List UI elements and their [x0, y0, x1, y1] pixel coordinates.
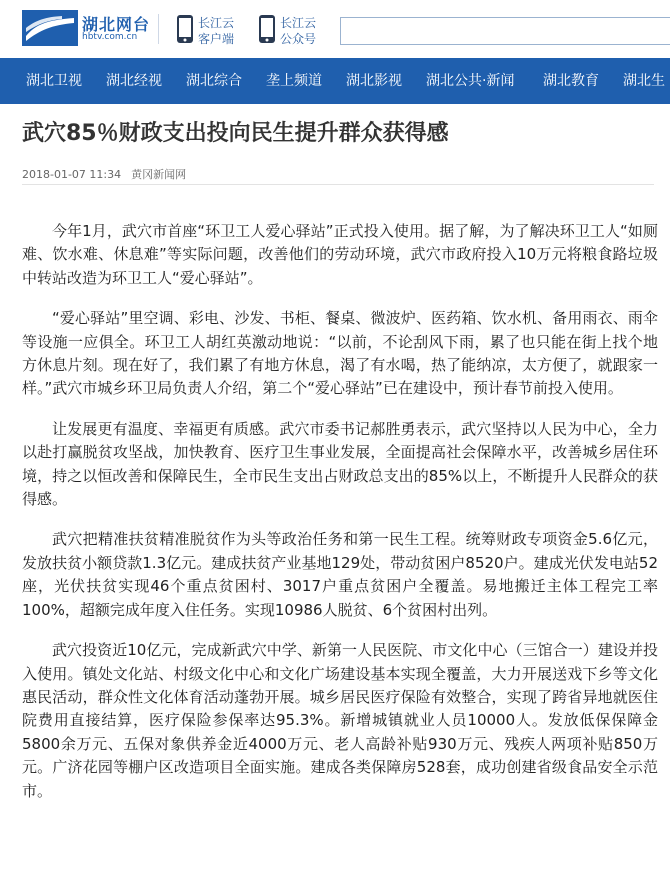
top-brand-bar [0, 0, 670, 58]
nav-item-longshang-channel[interactable]: 垄上频道 [266, 73, 322, 89]
article-paragraph: 武穴投资近10亿元，完成新武穴中学、新第一人民医院、市文化中心（三馆合一）建设并投入使用。镇处文化站、村级文化中心和文化广场建设基本实现全覆盖，大力开展送戏下乡等文化惠民活动，群众性文化体育活动蓬勃开展。城乡居民医疗保险有效整合，实现了跨省异地就医住院费用直接结算，医疗保险参保率达95.3%。新增城镇就业人员10000人。发放低保保障金5800余万元、五保对象供养金近4000万元、老人高龄补贴930万元、残疾人两项补贴850万元。广济花园等棚户区改造项目全面实施。建成各类保障房528套，成功创建省级食品安全示范市。 [22, 641, 658, 800]
title-divider [22, 184, 654, 185]
article-paragraph: 武穴把精准扶贫精准脱贫作为头等政治任务和第一民生工程。统筹财政专项资金5.6亿元，发放扶贫小额贷款1.3亿元。建成扶贫产业基地129处，带动贫困户8520户。建成光伏发电站52座，光伏扶贫实现46个重点贫困村、3017户重点贫困户全覆盖。易地搬迁主体工程完工率100%，超额完成年度入住任务。实现10986人脱贫、6个贫困村出列。 [22, 530, 658, 619]
article-paragraph: 让发展更有温度、幸福更有质感。武穴市委书记郝胜勇表示，武穴坚持以人民为中心，全力以赴打赢脱贫攻坚战，加快教育、医疗卫生事业发展，全面提高社会保障水平，改善城乡居住环境，持之以恒改善和保障民生，全市民生支出占财政总支出的85%以上，不断提升人民群众的获得感。 [22, 419, 658, 509]
site-logo[interactable] [22, 10, 152, 46]
header-divider [158, 14, 159, 44]
search-input[interactable] [340, 17, 670, 45]
app-client-line1: 长江云 [198, 16, 235, 30]
nav-item-hubei-satellite[interactable]: 湖北卫视 [26, 73, 82, 89]
nav-item-hubei-life[interactable]: 湖北生 [623, 73, 665, 89]
app-official-account-link[interactable] [258, 12, 338, 46]
app-client-line2: 客户端 [198, 32, 235, 46]
mobile-phone-icon [258, 14, 276, 44]
article-paragraph: “爱心驿站”里空调、彩电、沙发、书柜、餐桌、微波炉、医药箱、饮水机、备用雨衣、雨伞等设施一应俱全。环卫工人胡红英激动地说：“以前，不论刮风下雨，累了也只能在街上找个地方休息片刻。现在好了，我们累了有地方休息，渴了有水喝，热了能纳凉，太方便了，就跟家一样。”武穴市城乡环卫局负责人介绍，第二个“爱心驿站”已在建设中，预计春节前投入使用。 [22, 309, 658, 398]
nav-item-hubei-public-news[interactable]: 湖北公共·新闻 [426, 73, 515, 89]
logo-title: 湖北网台 [82, 15, 151, 34]
nav-item-hubei-education[interactable]: 湖北教育 [543, 73, 599, 89]
article-title: 武穴85％财政支出投向民生提升群众获得感 [22, 121, 449, 146]
app-official-line1: 长江云 [280, 16, 317, 30]
app-client-link[interactable] [176, 12, 256, 46]
article-meta [22, 166, 186, 182]
article-paragraph: 今年1月，武穴市首座“环卫工人爱心驿站”正式投入使用。据了解，为了解决环卫工人“如厕难、饮水难、休息难”等实际问题，改善他们的劳动环境，武穴市政府投入10万元将粮食路垃圾中转站改造为环卫工人“爱心驿站”。 [22, 222, 658, 287]
nav-item-hubei-economic[interactable]: 湖北经视 [106, 73, 162, 89]
article-date: 2018-01-07 11:34 [22, 168, 122, 181]
channel-nav [0, 58, 670, 104]
nav-item-hubei-film[interactable]: 湖北影视 [346, 73, 402, 89]
app-official-line2: 公众号 [280, 32, 317, 46]
mobile-phone-icon [176, 14, 194, 44]
logo-domain: hbtv.com.cn [82, 32, 138, 42]
article-source[interactable]: 黄冈新闻网 [131, 168, 187, 181]
article-body [22, 220, 658, 820]
nav-item-hubei-comprehensive[interactable]: 湖北综合 [186, 73, 242, 89]
hubei-network-logo-icon [22, 10, 78, 46]
